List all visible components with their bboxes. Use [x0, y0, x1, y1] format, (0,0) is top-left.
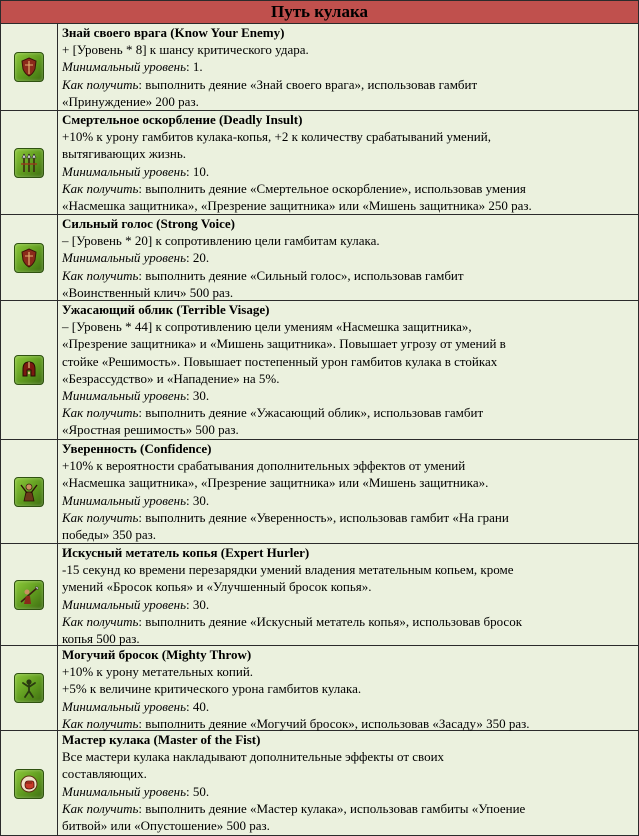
how-to-get-text: «Воинственный клич» 500 раз.: [62, 284, 234, 300]
min-level-value: 30.: [192, 388, 210, 404]
how-to-get-line: [62, 630, 634, 647]
trait-description: +10% к урону гамбитов кулака-копья, +2 к количеству срабатываний умений,: [62, 129, 491, 145]
trait-description: +10% к урону метательных копий.: [62, 664, 254, 680]
how-to-get-text: «Яростная решимость» 500 раз.: [62, 422, 239, 438]
how-to-get-text: выполнить деяние «Знай своего врага», использовав гамбит: [145, 76, 478, 92]
min-level-value: 10.: [192, 163, 210, 179]
how-to-get-text: выполнить деяние «Могучий бросок», использовав «Засаду» 350 раз.: [145, 715, 530, 731]
trait-icon-cell: [1, 301, 58, 439]
min-level-line: Минимальный уровень: 30.: [62, 596, 210, 612]
min-level-line: Минимальный уровень: 10.: [62, 163, 210, 179]
trait-description: +10% к вероятности срабатывания дополнительных эффектов от умений: [62, 458, 466, 474]
how-to-get-text: выполнить деяние «Мастер кулака», использовав гамбиты «Упоение: [145, 800, 526, 816]
min-level-value: 1.: [192, 59, 203, 75]
trait-icon-cell: [1, 731, 58, 836]
trait-description: +5% к величине критического урона гамбитов кулака.: [62, 681, 362, 697]
min-level-value: 20.: [192, 250, 210, 266]
trait-title: Могучий бросок (Mighty Throw): [62, 647, 252, 662]
trait-text: [58, 301, 638, 439]
min-level-line: Минимальный уровень: 30.: [62, 388, 210, 404]
fist-icon: [14, 769, 44, 799]
how-to-get-text: победы» 350 раз.: [62, 527, 157, 543]
trait-row: [1, 440, 638, 544]
spears-icon: [14, 148, 44, 178]
trait-row: [1, 731, 638, 836]
min-level-label: Минимальный уровень: [62, 163, 187, 179]
table-title: Путь кулака: [1, 1, 638, 24]
trait-text: [58, 440, 638, 543]
how-to-get-label: Как получить: [62, 267, 139, 283]
trait-text: [58, 24, 638, 110]
trait-icon-cell: [1, 24, 58, 110]
how-to-get-label: Как получить: [62, 509, 139, 525]
trait-icon-cell: [1, 544, 58, 645]
trait-title: Уверенность (Confidence): [62, 441, 212, 456]
trait-title: Мастер кулака (Master of the Fist): [62, 732, 261, 747]
min-level-label: Минимальный уровень: [62, 783, 187, 799]
how-to-get-line: Как получить: выполнить деяние «Ужасающий облик», использовав гамбит: [62, 405, 484, 421]
how-to-get-label: Как получить: [62, 613, 139, 629]
how-to-get-line: Как получить: выполнить деяние «Знай своего врага», использовав гамбит: [62, 76, 478, 92]
how-to-get-line: Как получить: выполнить деяние «Сильный голос», использовав гамбит: [62, 267, 464, 283]
helmet-icon: [14, 355, 44, 385]
trait-icon-cell: [1, 440, 58, 543]
trait-text: [58, 646, 638, 730]
trait-description: вытягивающих жизнь.: [62, 146, 187, 162]
trait-description: Все мастери кулака накладывают дополнительные эффекты от своих: [62, 749, 445, 765]
spear-thrower-icon: [14, 580, 44, 610]
how-to-get-line: [62, 526, 634, 543]
how-to-get-text: выполнить деяние «Уверенность», использовав гамбит «На грани: [145, 509, 509, 525]
how-to-get-text: выполнить деяние «Сильный голос», использовав гамбит: [145, 267, 464, 283]
trait-title: Искусный метатель копья (Expert Hurler): [62, 545, 310, 560]
how-to-get-label: Как получить: [62, 405, 139, 421]
throwing-figure-icon: [14, 673, 44, 703]
trait-description: + [Уровень * 8] к шансу критического удара.: [62, 42, 309, 58]
trait-list: [1, 24, 638, 836]
how-to-get-line: [62, 93, 634, 110]
trait-description: «Насмешка защитника», «Презрение защитника» или «Мишень защитника».: [62, 475, 489, 491]
min-level-line: Минимальный уровень: 40.: [62, 698, 210, 714]
min-level-label: Минимальный уровень: [62, 698, 187, 714]
trait-text: [58, 111, 638, 214]
trait-row: [1, 646, 638, 731]
trait-description: стойке «Решимость». Повышает постепенный урон гамбитов кулака в стойках: [62, 353, 498, 369]
how-to-get-line: Как получить: выполнить деяние «Смертельное оскорбление», использовав умения: [62, 180, 526, 196]
trait-icon-cell: [1, 111, 58, 214]
trait-row: [1, 215, 638, 301]
how-to-get-line: Как получить: выполнить деяние «Уверенность», использовав гамбит «На грани: [62, 509, 509, 525]
trait-title: Знай своего врага (Know Your Enemy): [62, 25, 285, 40]
how-to-get-line: [62, 421, 634, 438]
trait-description: умений «Бросок копья» и «Улучшенный бросок копья».: [62, 579, 372, 595]
trait-row: [1, 544, 638, 646]
min-level-value: 30.: [192, 492, 210, 508]
how-to-get-text: выполнить деяние «Искусный метатель копья», использовав бросок: [145, 613, 523, 629]
how-to-get-label: Как получить: [62, 715, 139, 731]
trait-text: [58, 215, 638, 300]
how-to-get-label: Как получить: [62, 180, 139, 196]
min-level-label: Минимальный уровень: [62, 59, 187, 75]
trait-description: -15 секунд ко времени перезарядки умений владения метательным копьем, кроме: [62, 562, 514, 578]
how-to-get-line: [62, 197, 634, 214]
min-level-line: Минимальный уровень: 50.: [62, 783, 210, 799]
trait-text: [58, 731, 638, 836]
how-to-get-label: Как получить: [62, 800, 139, 816]
how-to-get-text: выполнить деяние «Ужасающий облик», использовав гамбит: [145, 405, 484, 421]
trait-icon-cell: [1, 215, 58, 300]
how-to-get-line: [62, 817, 634, 834]
shield-icon: [14, 52, 44, 82]
min-level-label: Минимальный уровень: [62, 492, 187, 508]
how-to-get-text: копья 500 раз.: [62, 631, 140, 647]
how-to-get-label: Как получить: [62, 76, 139, 92]
how-to-get-text: битвой» или «Опустошение» 500 раз.: [62, 818, 270, 834]
how-to-get-text: «Принуждение» 200 раз.: [62, 93, 199, 109]
min-level-value: 50.: [192, 783, 210, 799]
how-to-get-line: Как получить: выполнить деяние «Искусный метатель копья», использовав бросок: [62, 613, 523, 629]
trait-description: составляющих.: [62, 766, 147, 782]
min-level-value: 40.: [192, 698, 210, 714]
warrior-icon: [14, 477, 44, 507]
min-level-line: Минимальный уровень: 30.: [62, 492, 210, 508]
how-to-get-line: Как получить: выполнить деяние «Мастер кулака», использовав гамбиты «Упоение: [62, 800, 526, 816]
shield-icon: [14, 243, 44, 273]
trait-icon-cell: [1, 646, 58, 730]
trait-description: – [Уровень * 44] к сопротивлению цели умениям «Насмешка защитника»,: [62, 319, 472, 335]
min-level-line: Минимальный уровень: 1.: [62, 59, 203, 75]
trait-row: [1, 24, 638, 111]
trait-description: «Безрассудство» и «Нападение» на 5%.: [62, 370, 280, 386]
how-to-get-line: Как получить: выполнить деяние «Могучий бросок», использовав «Засаду» 350 раз.: [62, 715, 530, 731]
trait-row: [1, 111, 638, 215]
min-level-label: Минимальный уровень: [62, 250, 187, 266]
trait-row: [1, 301, 638, 440]
trait-text: [58, 544, 638, 645]
min-level-line: Минимальный уровень: 20.: [62, 250, 210, 266]
trait-title: Смертельное оскорбление (Deadly Insult): [62, 112, 303, 127]
min-level-label: Минимальный уровень: [62, 388, 187, 404]
how-to-get-line: [62, 284, 634, 301]
trait-title: Сильный голос (Strong Voice): [62, 216, 235, 231]
trait-title: Ужасающий облик (Terrible Visage): [62, 302, 270, 317]
min-level-value: 30.: [192, 596, 210, 612]
trait-description: – [Уровень * 20] к сопротивлению цели гамбитам кулака.: [62, 233, 380, 249]
how-to-get-text: «Насмешка защитника», «Презрение защитника» или «Мишень защитника» 250 раз.: [62, 198, 532, 214]
min-level-label: Минимальный уровень: [62, 596, 187, 612]
trait-description: «Презрение защитника» и «Мишень защитника». Повышает угрозу от умений в: [62, 336, 506, 352]
how-to-get-text: выполнить деяние «Смертельное оскорбление», использовав умения: [145, 180, 526, 196]
